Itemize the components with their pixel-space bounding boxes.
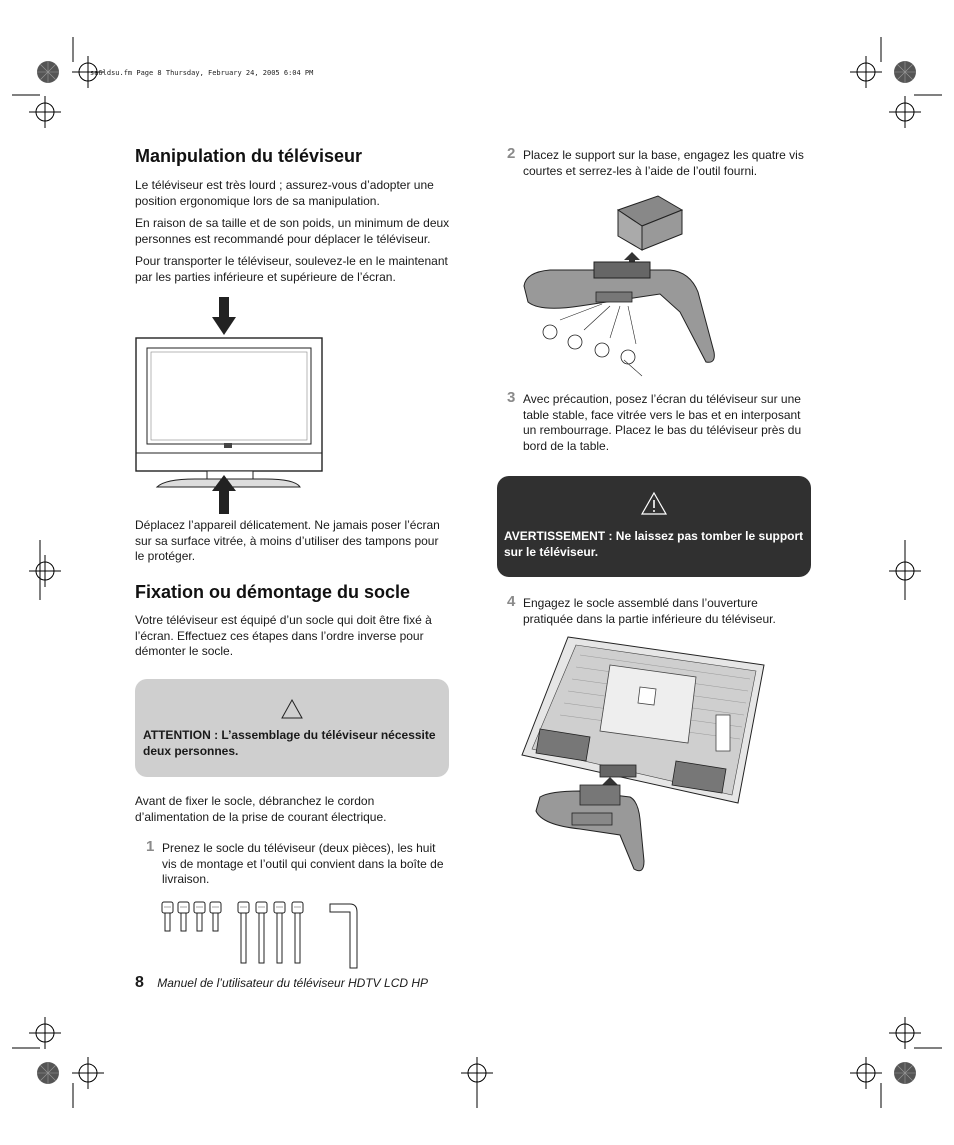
manual-title: Manuel de l’utilisateur du téléviseur HDTV LCD HP: [157, 976, 429, 990]
caution-box: [135, 679, 449, 777]
page-footer: [135, 974, 428, 992]
step-1-text: Prenez le socle du téléviseur (deux pièces), les huit vis de montage et l’outil qui convient dans la boîte de livraison.: [162, 841, 444, 886]
tv-lift-illustration: [135, 295, 325, 515]
warning-box: [497, 476, 811, 577]
caution-text: ATTENTION : L’assemblage du téléviseur nécessite deux personnes.: [143, 728, 436, 758]
step-1-number: 1: [146, 838, 155, 855]
step-4-number: 4: [507, 593, 516, 610]
paragraph-two-persons: En raison de sa taille et de son poids, un minimum de deux personnes est recommandé pour déplacer le téléviseur.: [135, 216, 450, 246]
step-3-text: Avec précaution, posez l’écran du téléviseur sur une table stable, face vitrée vers le bas et en interposant un rembourrage. Placez le bas du téléviseur près du bord de la table.: [523, 392, 802, 453]
stand-assembly-illustration: [520, 192, 720, 382]
paragraph-unplug: Avant de fixer le socle, débranchez le cordon d’alimentation de la prise de courant électrique.: [135, 794, 387, 824]
paragraph-stand-intro: Votre téléviseur est équipé d’un socle qui doit être fixé à l’écran. Effectuez ces étapes dans l’ordre inverse pour démonter le socle.: [135, 613, 432, 658]
warning-exclamation-icon: [641, 492, 667, 516]
page-number: 8: [135, 974, 144, 991]
step-2-text: Placez le support sur la base, engagez les quatre vis courtes et serrez-les à l’aide de l’outil fourni.: [523, 148, 804, 178]
tv-back-illustration: [520, 635, 765, 885]
paragraph-heavy: Le téléviseur est très lourd ; assurez-vous d’adopter une position ergonomique lors de sa manipulation.: [135, 178, 434, 208]
heading-handling: Manipulation du téléviseur: [135, 146, 363, 166]
screws-tool-illustration: [160, 900, 365, 972]
step-3-number: 3: [507, 389, 516, 406]
heading-stand: Fixation ou démontage du socle: [135, 582, 411, 602]
warning-text: AVERTISSEMENT : Ne laissez pas tomber le support sur le téléviseur.: [504, 529, 804, 559]
file-header: sa6ldsu.fm Page 8 Thursday, February 24, 2005 6:04 PM: [90, 69, 314, 77]
paragraph-transport: Pour transporter le téléviseur, soulevez-le en le maintenant par les parties inférieure et supérieure de l’écran.: [135, 254, 448, 284]
caution-triangle-icon: [281, 699, 303, 719]
step-4-text: Engagez le socle assemblé dans l’ouverture pratiquée dans la partie inférieure du téléviseur.: [523, 596, 776, 626]
step-2-number: 2: [507, 145, 516, 162]
paragraph-care: Déplacez l’appareil délicatement. Ne jamais poser l’écran sur sa surface vitrée, à moins d’utiliser des tampons pour le protéger.: [135, 518, 440, 563]
